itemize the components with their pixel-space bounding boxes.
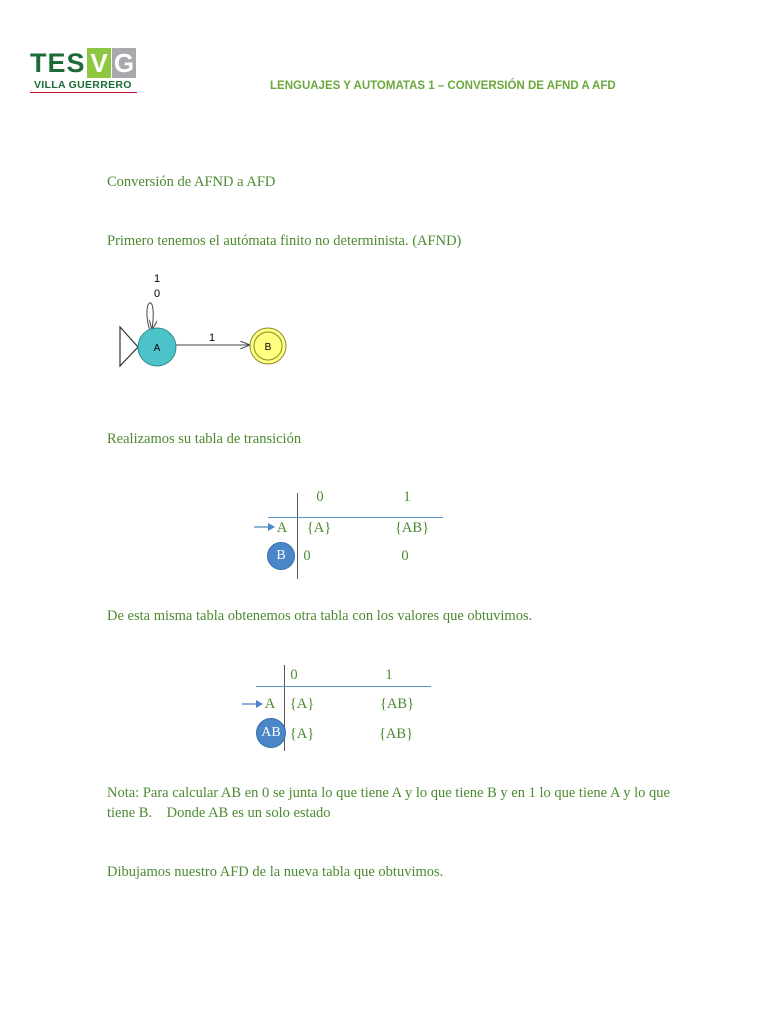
transition-intro: Realizamos su tabla de transición	[107, 431, 302, 447]
intro-paragraph: Primero tenemos el autómata finito no determinista. (AFND)	[107, 233, 462, 249]
table1-horizontal-rule	[268, 517, 443, 518]
table1-cell: {A}	[306, 520, 332, 536]
second-intro: De esta misma tabla obtenemos otra tabla con los valores que obtuvimos.	[107, 608, 533, 624]
note-line-2: tiene B. Donde AB es un solo estado	[107, 805, 331, 821]
table2-cell: {A}	[289, 726, 315, 742]
table2-cell: {A}	[289, 696, 315, 712]
logo-underline	[30, 92, 137, 93]
table2-row-state: A	[264, 696, 276, 712]
logo-g-block: G	[113, 48, 135, 78]
state-a-label: A	[153, 343, 161, 354]
table2-horizontal-rule	[256, 686, 431, 687]
start-state-triangle	[120, 327, 138, 366]
table1-cell: 0	[401, 548, 409, 564]
loop-label-top: 1	[153, 273, 161, 285]
table1-cell: {AB}	[394, 520, 430, 536]
logo-tes-text: TES	[30, 48, 86, 78]
table1-row-state: A	[276, 520, 288, 536]
table2-cell: {AB}	[379, 696, 415, 712]
state-b-label: B	[264, 342, 272, 353]
table1-final-state-b: B	[267, 542, 295, 570]
table2-final-state-ab: AB	[256, 718, 286, 748]
transition-table-1	[240, 485, 450, 585]
note-line-1: Nota: Para calcular AB en 0 se junta lo que tiene A y lo que tiene B y en 1 lo que tiene A y lo que	[107, 785, 670, 801]
table1-cell: 0	[303, 548, 311, 564]
edge-label: 1	[208, 332, 216, 344]
final-paragraph: Dibujamos nuestro AFD de la nueva tabla que obtuvimos.	[107, 864, 444, 880]
self-loop-arrow	[147, 303, 153, 331]
table1-vertical-rule	[297, 493, 298, 579]
transition-table-2	[240, 663, 450, 758]
table1-header-0: 0	[316, 489, 324, 505]
table2-header-0: 0	[290, 667, 298, 683]
afnd-diagram	[110, 265, 300, 380]
table2-cell: {AB}	[378, 726, 414, 742]
table2-header-1: 1	[385, 667, 393, 683]
section-title: Conversión de AFND a AFD	[107, 174, 276, 190]
logo-subtitle: VILLA GUERRERO	[34, 79, 132, 91]
table1-header-1: 1	[403, 489, 411, 505]
logo-v-block: V	[87, 48, 111, 78]
start-arrow-icon	[242, 698, 264, 710]
start-arrow-icon	[254, 521, 276, 533]
loop-label-bottom: 0	[153, 288, 161, 300]
header-title: LENGUAJES Y AUTOMATAS 1 – CONVERSIÓN DE AFND A AFD	[270, 80, 616, 92]
